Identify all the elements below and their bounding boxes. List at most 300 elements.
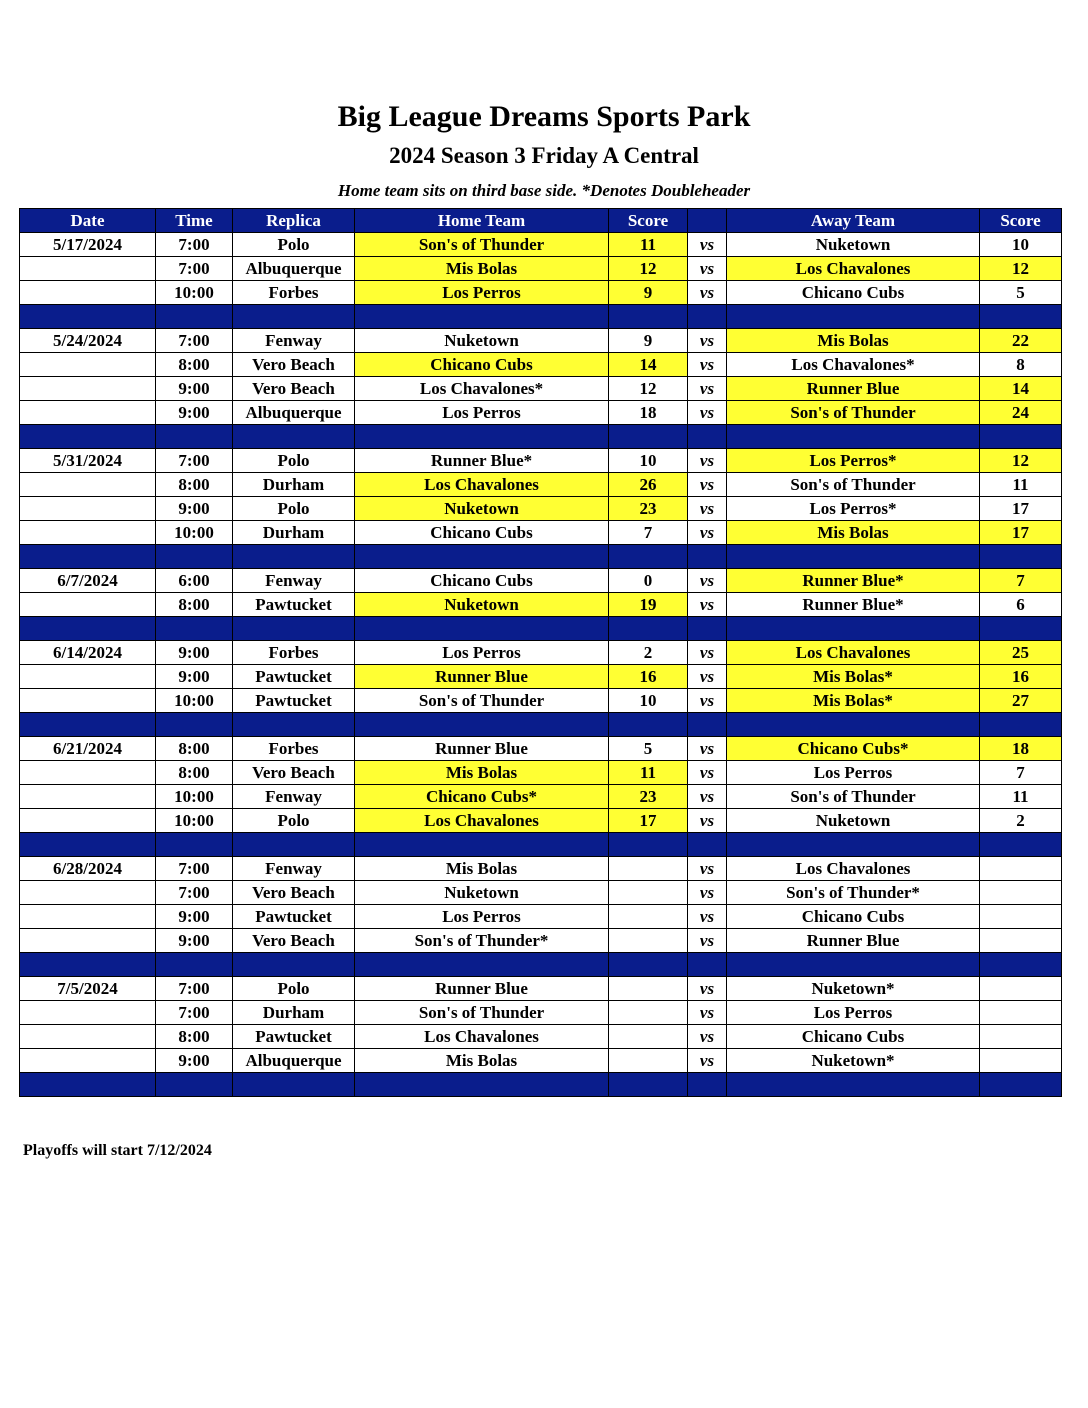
page-title: Big League Dreams Sports Park [337, 100, 751, 133]
date-cell: 6/28/2024 [20, 857, 156, 881]
replica-cell: Vero Beach [233, 881, 355, 905]
home-score-cell [609, 881, 688, 905]
separator-cell [233, 713, 355, 737]
replica-cell: Forbes [233, 737, 355, 761]
away-team-cell: Chicano Cubs [727, 281, 980, 305]
vs-cell: vs [688, 641, 727, 665]
separator-cell [609, 953, 688, 977]
away-score-cell: 14 [980, 377, 1062, 401]
away-score-cell [980, 857, 1062, 881]
separator-cell [156, 833, 233, 857]
header-away-score: Score [980, 209, 1062, 233]
time-cell: 10:00 [156, 809, 233, 833]
away-score-cell: 16 [980, 665, 1062, 689]
home-score-cell: 9 [609, 329, 688, 353]
separator-cell [609, 425, 688, 449]
replica-cell: Pawtucket [233, 905, 355, 929]
home-score-cell: 7 [609, 521, 688, 545]
separator-cell [980, 953, 1062, 977]
separator-cell [233, 1073, 355, 1097]
home-score-cell: 9 [609, 281, 688, 305]
separator-row [20, 617, 1062, 641]
header-away-team: Away Team [727, 209, 980, 233]
home-team-cell: Chicano Cubs* [355, 785, 609, 809]
home-team-cell: Son's of Thunder [355, 1001, 609, 1025]
game-row [20, 977, 1062, 1001]
separator-cell [609, 713, 688, 737]
game-row [20, 233, 1062, 257]
date-cell [20, 929, 156, 953]
time-cell: 7:00 [156, 1001, 233, 1025]
game-row [20, 353, 1062, 377]
time-cell: 8:00 [156, 473, 233, 497]
away-score-cell: 27 [980, 689, 1062, 713]
time-cell: 7:00 [156, 857, 233, 881]
home-score-cell: 14 [609, 353, 688, 377]
away-team-cell: Chicano Cubs [727, 1025, 980, 1049]
away-score-cell: 22 [980, 329, 1062, 353]
away-score-cell: 8 [980, 353, 1062, 377]
away-team-cell: Runner Blue* [727, 593, 980, 617]
game-row [20, 257, 1062, 281]
date-cell: 6/7/2024 [20, 569, 156, 593]
away-score-cell: 7 [980, 569, 1062, 593]
vs-cell: vs [688, 665, 727, 689]
home-team-cell: Mis Bolas [355, 257, 609, 281]
vs-cell: vs [688, 929, 727, 953]
home-team-cell: Son's of Thunder* [355, 929, 609, 953]
page-subtitle: 2024 Season 3 Friday A Central [389, 143, 699, 168]
date-cell [20, 1025, 156, 1049]
schedule-note: Home team sits on third base side. *Denotes Doubleheader [337, 181, 751, 200]
home-team-cell: Nuketown [355, 497, 609, 521]
separator-cell [233, 617, 355, 641]
time-cell: 9:00 [156, 905, 233, 929]
date-cell [20, 521, 156, 545]
game-row [20, 593, 1062, 617]
away-score-cell: 11 [980, 785, 1062, 809]
separator-cell [20, 1073, 156, 1097]
game-row [20, 1025, 1062, 1049]
home-team-cell: Chicano Cubs [355, 569, 609, 593]
separator-cell [156, 1073, 233, 1097]
away-team-cell: Nuketown* [727, 1049, 980, 1073]
home-score-cell [609, 1001, 688, 1025]
game-row [20, 329, 1062, 353]
away-team-cell: Nuketown* [727, 977, 980, 1001]
replica-cell: Polo [233, 449, 355, 473]
separator-cell [980, 545, 1062, 569]
separator-cell [688, 305, 727, 329]
separator-row [20, 305, 1062, 329]
vs-cell: vs [688, 593, 727, 617]
away-score-cell: 25 [980, 641, 1062, 665]
home-score-cell: 17 [609, 809, 688, 833]
separator-cell [156, 305, 233, 329]
header-home-score: Score [609, 209, 688, 233]
date-cell [20, 689, 156, 713]
separator-cell [727, 545, 980, 569]
date-cell [20, 905, 156, 929]
away-score-cell [980, 1001, 1062, 1025]
home-team-cell: Los Chavalones* [355, 377, 609, 401]
home-team-cell: Los Chavalones [355, 809, 609, 833]
away-team-cell: Los Chavalones [727, 257, 980, 281]
separator-cell [980, 305, 1062, 329]
home-score-cell: 11 [609, 233, 688, 257]
header-time: Time [156, 209, 233, 233]
separator-cell [355, 305, 609, 329]
replica-cell: Polo [233, 233, 355, 257]
away-team-cell: Los Chavalones [727, 857, 980, 881]
separator-cell [727, 305, 980, 329]
game-row [20, 857, 1062, 881]
separator-cell [727, 833, 980, 857]
vs-cell: vs [688, 809, 727, 833]
separator-cell [355, 833, 609, 857]
home-score-cell: 2 [609, 641, 688, 665]
vs-cell: vs [688, 377, 727, 401]
vs-cell: vs [688, 785, 727, 809]
away-score-cell: 12 [980, 449, 1062, 473]
date-cell [20, 257, 156, 281]
separator-cell [727, 617, 980, 641]
home-score-cell [609, 1049, 688, 1073]
time-cell: 9:00 [156, 665, 233, 689]
home-team-cell: Los Chavalones [355, 1025, 609, 1049]
game-row [20, 1001, 1062, 1025]
vs-cell: vs [688, 1025, 727, 1049]
separator-cell [20, 617, 156, 641]
separator-cell [355, 953, 609, 977]
separator-cell [20, 953, 156, 977]
separator-row [20, 833, 1062, 857]
schedule-table [19, 208, 1062, 1097]
time-cell: 8:00 [156, 1025, 233, 1049]
date-cell [20, 809, 156, 833]
away-score-cell: 2 [980, 809, 1062, 833]
date-cell [20, 1001, 156, 1025]
home-team-cell: Mis Bolas [355, 857, 609, 881]
time-cell: 7:00 [156, 329, 233, 353]
separator-cell [20, 545, 156, 569]
replica-cell: Fenway [233, 857, 355, 881]
header-vs [688, 209, 727, 233]
home-team-cell: Los Chavalones [355, 473, 609, 497]
separator-cell [233, 953, 355, 977]
separator-cell [20, 425, 156, 449]
separator-cell [355, 1073, 609, 1097]
separator-row [20, 545, 1062, 569]
away-score-cell [980, 977, 1062, 1001]
vs-cell: vs [688, 737, 727, 761]
separator-cell [20, 305, 156, 329]
separator-cell [355, 617, 609, 641]
separator-cell [355, 545, 609, 569]
home-score-cell: 0 [609, 569, 688, 593]
home-team-cell: Nuketown [355, 329, 609, 353]
game-row [20, 281, 1062, 305]
time-cell: 9:00 [156, 401, 233, 425]
replica-cell: Vero Beach [233, 929, 355, 953]
home-team-cell: Chicano Cubs [355, 521, 609, 545]
separator-cell [355, 425, 609, 449]
time-cell: 9:00 [156, 377, 233, 401]
date-cell [20, 353, 156, 377]
separator-cell [688, 1073, 727, 1097]
away-team-cell: Mis Bolas* [727, 665, 980, 689]
date-cell [20, 497, 156, 521]
date-cell [20, 281, 156, 305]
home-team-cell: Runner Blue [355, 737, 609, 761]
game-row [20, 761, 1062, 785]
away-team-cell: Los Perros* [727, 497, 980, 521]
game-row [20, 569, 1062, 593]
away-team-cell: Chicano Cubs* [727, 737, 980, 761]
time-cell: 7:00 [156, 257, 233, 281]
replica-cell: Pawtucket [233, 689, 355, 713]
home-team-cell: Mis Bolas [355, 761, 609, 785]
away-score-cell [980, 1025, 1062, 1049]
home-score-cell: 23 [609, 785, 688, 809]
away-score-cell: 10 [980, 233, 1062, 257]
away-team-cell: Runner Blue [727, 929, 980, 953]
vs-cell: vs [688, 521, 727, 545]
separator-cell [727, 713, 980, 737]
replica-cell: Pawtucket [233, 593, 355, 617]
header-home-team: Home Team [355, 209, 609, 233]
replica-cell: Vero Beach [233, 353, 355, 377]
separator-cell [156, 953, 233, 977]
time-cell: 8:00 [156, 737, 233, 761]
home-team-cell: Nuketown [355, 881, 609, 905]
separator-cell [609, 833, 688, 857]
replica-cell: Durham [233, 473, 355, 497]
home-score-cell: 19 [609, 593, 688, 617]
away-team-cell: Mis Bolas [727, 329, 980, 353]
playoffs-note: Playoffs will start 7/12/2024 [23, 1142, 212, 1159]
separator-cell [609, 545, 688, 569]
home-team-cell: Mis Bolas [355, 1049, 609, 1073]
away-score-cell: 17 [980, 521, 1062, 545]
replica-cell: Polo [233, 809, 355, 833]
vs-cell: vs [688, 857, 727, 881]
away-score-cell: 7 [980, 761, 1062, 785]
separator-cell [980, 713, 1062, 737]
away-team-cell: Los Chavalones [727, 641, 980, 665]
date-cell [20, 593, 156, 617]
date-cell [20, 473, 156, 497]
date-cell [20, 665, 156, 689]
game-row [20, 929, 1062, 953]
vs-cell: vs [688, 257, 727, 281]
away-team-cell: Son's of Thunder* [727, 881, 980, 905]
home-score-cell [609, 977, 688, 1001]
date-cell [20, 1049, 156, 1073]
home-score-cell: 23 [609, 497, 688, 521]
replica-cell: Forbes [233, 281, 355, 305]
home-score-cell [609, 857, 688, 881]
away-score-cell: 5 [980, 281, 1062, 305]
separator-cell [727, 953, 980, 977]
separator-cell [156, 545, 233, 569]
home-score-cell: 5 [609, 737, 688, 761]
date-cell: 5/31/2024 [20, 449, 156, 473]
game-row [20, 449, 1062, 473]
game-row [20, 401, 1062, 425]
home-score-cell [609, 929, 688, 953]
replica-cell: Albuquerque [233, 1049, 355, 1073]
away-team-cell: Los Perros [727, 1001, 980, 1025]
game-row [20, 377, 1062, 401]
home-score-cell [609, 1025, 688, 1049]
date-cell: 5/17/2024 [20, 233, 156, 257]
away-score-cell [980, 881, 1062, 905]
date-cell [20, 761, 156, 785]
header-replica: Replica [233, 209, 355, 233]
away-team-cell: Runner Blue [727, 377, 980, 401]
time-cell: 9:00 [156, 641, 233, 665]
home-score-cell: 11 [609, 761, 688, 785]
separator-cell [688, 617, 727, 641]
game-row [20, 473, 1062, 497]
separator-row [20, 953, 1062, 977]
vs-cell: vs [688, 401, 727, 425]
separator-cell [156, 713, 233, 737]
replica-cell: Forbes [233, 641, 355, 665]
vs-cell: vs [688, 1049, 727, 1073]
game-row [20, 809, 1062, 833]
separator-cell [355, 713, 609, 737]
game-row [20, 497, 1062, 521]
separator-cell [609, 305, 688, 329]
home-score-cell: 10 [609, 689, 688, 713]
away-score-cell [980, 905, 1062, 929]
game-row [20, 737, 1062, 761]
game-row [20, 521, 1062, 545]
vs-cell: vs [688, 569, 727, 593]
separator-cell [609, 1073, 688, 1097]
away-score-cell: 24 [980, 401, 1062, 425]
time-cell: 8:00 [156, 761, 233, 785]
away-score-cell: 6 [980, 593, 1062, 617]
away-score-cell: 18 [980, 737, 1062, 761]
game-row [20, 881, 1062, 905]
replica-cell: Vero Beach [233, 761, 355, 785]
replica-cell: Pawtucket [233, 665, 355, 689]
home-score-cell: 26 [609, 473, 688, 497]
replica-cell: Vero Beach [233, 377, 355, 401]
vs-cell: vs [688, 281, 727, 305]
replica-cell: Fenway [233, 569, 355, 593]
time-cell: 10:00 [156, 281, 233, 305]
separator-row [20, 713, 1062, 737]
separator-row [20, 425, 1062, 449]
home-team-cell: Los Perros [355, 641, 609, 665]
time-cell: 7:00 [156, 449, 233, 473]
away-team-cell: Runner Blue* [727, 569, 980, 593]
replica-cell: Fenway [233, 785, 355, 809]
home-score-cell: 18 [609, 401, 688, 425]
separator-cell [688, 953, 727, 977]
away-score-cell [980, 1049, 1062, 1073]
separator-cell [688, 425, 727, 449]
home-team-cell: Runner Blue [355, 665, 609, 689]
home-team-cell: Runner Blue* [355, 449, 609, 473]
separator-cell [233, 425, 355, 449]
home-score-cell: 12 [609, 377, 688, 401]
game-row [20, 665, 1062, 689]
date-cell [20, 785, 156, 809]
vs-cell: vs [688, 761, 727, 785]
game-row [20, 1049, 1062, 1073]
separator-cell [156, 617, 233, 641]
time-cell: 9:00 [156, 929, 233, 953]
home-score-cell: 10 [609, 449, 688, 473]
schedule-body [20, 233, 1062, 1097]
replica-cell: Albuquerque [233, 257, 355, 281]
game-row [20, 785, 1062, 809]
time-cell: 7:00 [156, 977, 233, 1001]
header-date: Date [20, 209, 156, 233]
time-cell: 9:00 [156, 1049, 233, 1073]
away-score-cell: 12 [980, 257, 1062, 281]
time-cell: 10:00 [156, 785, 233, 809]
time-cell: 9:00 [156, 497, 233, 521]
vs-cell: vs [688, 449, 727, 473]
home-score-cell: 12 [609, 257, 688, 281]
away-team-cell: Los Perros* [727, 449, 980, 473]
away-score-cell: 11 [980, 473, 1062, 497]
separator-cell [980, 833, 1062, 857]
replica-cell: Albuquerque [233, 401, 355, 425]
separator-cell [233, 545, 355, 569]
replica-cell: Fenway [233, 329, 355, 353]
vs-cell: vs [688, 329, 727, 353]
home-team-cell: Los Perros [355, 401, 609, 425]
home-team-cell: Chicano Cubs [355, 353, 609, 377]
time-cell: 8:00 [156, 593, 233, 617]
replica-cell: Polo [233, 497, 355, 521]
vs-cell: vs [688, 473, 727, 497]
vs-cell: vs [688, 233, 727, 257]
away-team-cell: Mis Bolas [727, 521, 980, 545]
replica-cell: Polo [233, 977, 355, 1001]
vs-cell: vs [688, 497, 727, 521]
separator-cell [727, 1073, 980, 1097]
date-cell [20, 401, 156, 425]
date-cell: 5/24/2024 [20, 329, 156, 353]
vs-cell: vs [688, 881, 727, 905]
away-team-cell: Son's of Thunder [727, 473, 980, 497]
vs-cell: vs [688, 977, 727, 1001]
time-cell: 6:00 [156, 569, 233, 593]
game-row [20, 641, 1062, 665]
separator-cell [980, 1073, 1062, 1097]
home-team-cell: Runner Blue [355, 977, 609, 1001]
separator-cell [233, 305, 355, 329]
home-team-cell: Nuketown [355, 593, 609, 617]
time-cell: 7:00 [156, 233, 233, 257]
time-cell: 7:00 [156, 881, 233, 905]
separator-cell [20, 833, 156, 857]
away-team-cell: Los Chavalones* [727, 353, 980, 377]
home-team-cell: Son's of Thunder [355, 689, 609, 713]
separator-cell [609, 617, 688, 641]
separator-cell [233, 833, 355, 857]
away-team-cell: Chicano Cubs [727, 905, 980, 929]
time-cell: 8:00 [156, 353, 233, 377]
